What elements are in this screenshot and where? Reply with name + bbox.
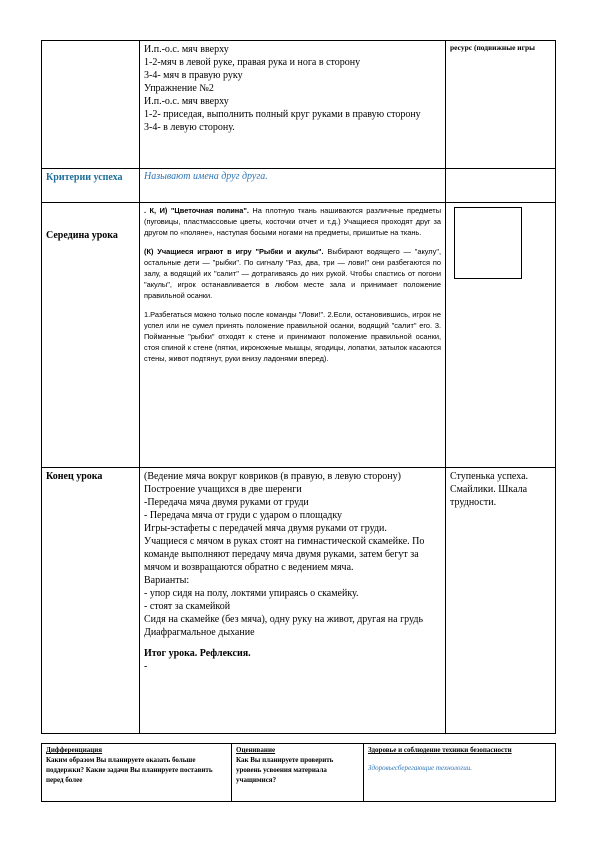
exercise-line: 1-2- приседая, выполнить полный круг руками в правую сторону (144, 109, 421, 120)
image-placeholder-box (454, 207, 522, 279)
end-line: Диафрагмальное дыхание (144, 627, 255, 638)
end-line: Учащиеся с мячом в руках стоят на гимнастической скамейке. По команде выполняют передачу мяча двумя руками, затем бегут за мячом и возвращаются обратно с ведением мяча. (144, 536, 425, 573)
safety-text: Здоровьесберегающие технологии. (368, 764, 472, 772)
safety-title: Здоровье и соблюдение техники безопасности (368, 746, 512, 754)
end-line: Сидя на скамейке (без мяча), одну руку на живот, другая на грудь (144, 614, 424, 625)
exercise-line: 3-4- в левую сторону. (144, 122, 235, 133)
differentiation-text: Каким образом Вы планируете оказать больше поддержки? Какие задачи Вы планируете поставить перед более (46, 756, 213, 784)
success-tools-text: Ступенька успеха. Смайлики. Шкала трудности. (450, 471, 529, 508)
end-line: Построение учащихся в две шеренги (144, 484, 302, 495)
assessment-text: Как Вы планируете проверить уровень усвоения материала учащимися? (236, 756, 334, 784)
bottom-table (41, 743, 556, 802)
game-fish-text: Выбирают водящего — "акулу", остальные дети — "рыбки". По сигналу "Раз, два, три — лови!" они разбегаются по залу, а водящий их "салит" — дотрагиваясь до них рукой. Чтобы спастись от погони "акулы", игрок останавливается в любом месте зала и принимает положение правильной осанки. (144, 247, 441, 300)
exercise-line: 3-4- мяч в правую руку (144, 70, 243, 81)
game-fish-prefix: (К) Учащиеся играют в игру (144, 247, 252, 256)
exercise-line: Упражнение №2 (144, 83, 214, 94)
end-content (140, 468, 446, 734)
summary-dash: - (144, 661, 148, 672)
game-fish-paragraph (144, 246, 441, 301)
criteria-text: Называют имена друг друга. (140, 169, 446, 203)
resource-cell (446, 41, 556, 169)
lesson-summary: Итог урока. Рефлексия. (144, 648, 251, 659)
exercise-row-label-cell (42, 41, 140, 169)
middle-right-cell (446, 203, 556, 468)
assessment-title: Оценивание (236, 746, 276, 754)
middle-row (42, 203, 556, 468)
criteria-empty-cell (446, 169, 556, 203)
end-right-cell (446, 468, 556, 734)
game-flower-paragraph (144, 205, 441, 238)
exercise-line: И.п.-о.с. мяч вверху (144, 44, 229, 55)
game-flower-text: На плотную ткань нашиваются различные предметы (пуговицы, пластмассовые цветы, косточки отчет и т.д.) Учащиеся проходят друг за другом по «поляне», наступая босыми ногами на предметы, пришитые на ткань. (144, 206, 442, 237)
lesson-plan-table (41, 40, 556, 734)
game-flower-prefix: . К, И) (144, 206, 168, 215)
exercise-line: 1-2-мяч в левой руке, правая рука и нога в сторону (144, 57, 361, 68)
exercise-line: И.п.-о.с. мяч вверху (144, 96, 229, 107)
end-line: (Ведение мяча вокруг ковриков (в правую, в левую сторону) (144, 471, 401, 482)
differentiation-cell (42, 744, 232, 802)
end-line: Игры-эстафеты с передачей мяча двумя руками от груди. (144, 523, 387, 534)
exercise-row (42, 41, 556, 169)
middle-label: Середина урока (42, 203, 140, 468)
end-line: - упор сидя на полу, локтями упираясь о скамейку. (144, 588, 359, 599)
middle-content (140, 203, 446, 468)
end-label: Конец урока (42, 468, 140, 734)
end-line: - Передача мяча от груди с ударом о площадку (144, 510, 343, 521)
exercise-cell (140, 41, 446, 169)
end-line: Варианты: (144, 575, 190, 586)
criteria-label: Критерии успеха (42, 169, 140, 203)
game-flower-title: "Цветочная полина". (170, 206, 249, 215)
assessment-cell (232, 744, 364, 802)
game-rules-paragraph: 1.Разбегаться можно только после команды "Лови!". 2.Если, остановившись, игрок не успел или не сумел принять положение правильной осанки, водящий "салит" его. 3. Пойманные "рыбки" отходят к стене и принимают положение правильной осанки, стоя спиной к стене (пятки, икроножные мышцы, ягодицы, лопатки, затылок касаются стены, живот подтянут, руки внизу ладонями вперед). (144, 310, 441, 363)
safety-cell (364, 744, 556, 802)
differentiation-title: Дифференциация (46, 746, 103, 754)
end-row (42, 468, 556, 734)
resource-text: ресурс (подвижные игры (450, 43, 536, 52)
end-line: - стоят за скамейкой (144, 601, 231, 612)
criteria-row (42, 169, 556, 203)
end-line: -Передача мяча двумя руками от груди (144, 497, 309, 508)
game-fish-title: "Рыбки и акулы". (255, 247, 324, 256)
